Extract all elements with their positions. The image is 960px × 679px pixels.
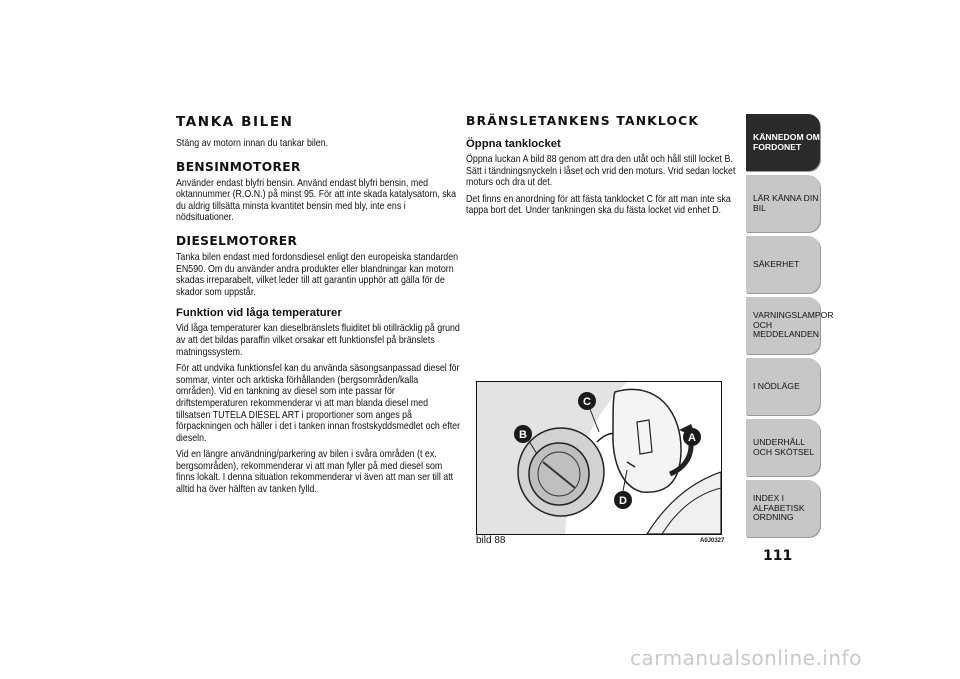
page-number: 111	[763, 548, 793, 564]
label-c: C	[583, 396, 591, 408]
fuel-cap-figure	[476, 381, 722, 535]
tab-varningslampor[interactable]: VARNINGSLAMPOR OCH MEDDELANDEN	[746, 297, 820, 354]
tab-sakerhet[interactable]: SÄKERHET	[746, 236, 820, 293]
section-title-fuel-cap: BRÄNSLETANKENS TANKLOCK	[466, 114, 700, 128]
low-temp-text-3: Vid en längre användning/parkering av bilen i svåra områden (t ex. bergsområden), rekommenderar vi att man fyller på med diesel som finns lokalt. I denna situation rekommenderar vi även att man ser till att alltid ha över hälften av tanken fylld.	[176, 449, 454, 496]
section-text-petrol: Använder endast blyfri bensin. Använd endast blyfri bensin, med oktannummer (R.O.N.) på minst 95. För att inte skada katalysatorn, ska du aldrig tillsätta minsta kvantitet bensin med bly, inte ens i nödsituationer.	[176, 177, 457, 224]
figure-code: A0J0327	[700, 538, 725, 544]
fuel-cap-text-2: Det finns en anordning för att fästa tanklocket C för att man inte ska tappa bort det. Under tankningen ska du fästa locket vid enhet D.	[466, 193, 731, 217]
subheading-open-cap: Öppna tanklocket	[466, 138, 561, 150]
chapter-tabs	[746, 114, 834, 541]
low-temp-text-2: För att undvika funktionsfel kan du använda säsongsanpassad diesel för sommar, vinter och arktiska förhållanden (bergsområden/kalla områden). Vid en tankning av diesel som inte passar för driftstemperaturen rekommenderar vi att man blanda diesel med tillsatsen TUTELA DIESEL ART i proportioner som anges på förpackningen och häller i det i tanken innan frostskyddsmedlet och efter dieseln.	[176, 363, 461, 444]
left-column	[176, 114, 461, 501]
label-d: D	[619, 495, 627, 507]
low-temp-text-1: Vid låga temperaturer kan dieselbränslets fluiditet bli otillräcklig på grund av att det bildas paraffin vilket orsakar ett funktionsfel på bränslets matningssystem.	[176, 323, 460, 358]
right-column	[466, 114, 738, 222]
tab-lar-kanna-din-bil[interactable]: LÄR KÄNNA DIN BIL	[746, 175, 820, 232]
section-text-diesel: Tanka bilen endast med fordonsdiesel enligt den europeiska standarden EN590. Om du använder andra produkter eller blandningar kan motorn skadas irreparabelt, vilket leder till att garantin upphör att gälla för de skador som uppstår.	[176, 251, 459, 298]
fuel-flap	[613, 389, 681, 492]
tab-index[interactable]: INDEX I ALFABETISK ORDNING	[746, 480, 820, 537]
label-a: A	[688, 432, 696, 444]
section-heading-petrol: BENSINMOTORER	[176, 159, 301, 174]
label-b: B	[519, 429, 527, 441]
page-title: TANKA BILEN	[176, 114, 294, 130]
section-heading-diesel: DIESELMOTORER	[176, 233, 298, 248]
watermark[interactable]: carmanualsonline.info	[630, 646, 862, 670]
fuel-cap-text-1: Öppna luckan A bild 88 genom att dra den utåt och håll still locket B. Sätt i tändningsnyckeln i låset och vrid den moturs. Vrid sedan locket moturs och dra ut det.	[466, 154, 736, 189]
tab-underhall[interactable]: UNDERHÅLL OCH SKÖTSEL	[746, 419, 820, 476]
subsection-heading-low-temp: Funktion vid låga temperaturer	[176, 307, 342, 320]
tab-kannedom-om-fordonet[interactable]: KÄNNEDOM OM FORDONET	[746, 114, 820, 171]
figure-caption: bild 88	[476, 535, 506, 546]
tab-i-nodlage[interactable]: I NÖDLÄGE	[746, 358, 820, 415]
fuel-cap-illustration	[477, 382, 721, 534]
intro-text: Stäng av motorn innan du tankar bilen.	[176, 138, 329, 149]
